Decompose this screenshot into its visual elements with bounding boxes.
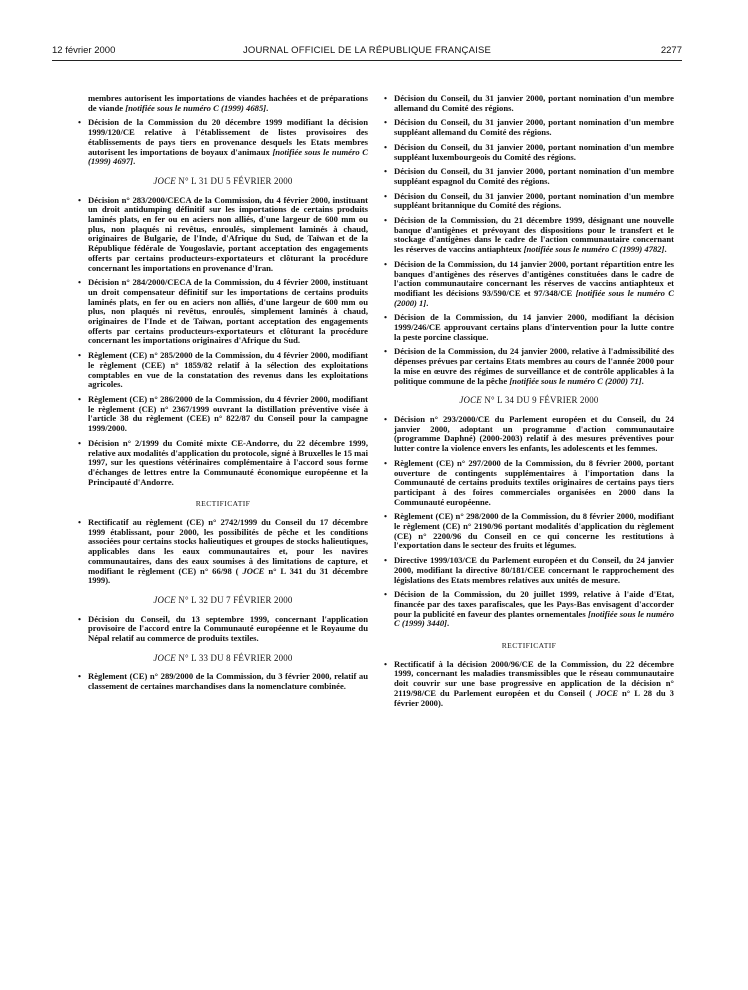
list-item: [384, 94, 674, 113]
bullet-icon: •: [384, 346, 388, 357]
bullet-icon: •: [78, 393, 82, 404]
entry-text: Décision de la Commission, du 20 juillet 1999, relative à l'aide d'Etat, financée par des taxes parafiscales, que les Pays-Bas envisagent d'accorder pour la publicité en faveur des plantes ornementales: [394, 589, 674, 619]
rectificatif-heading: RECTIFICATIF: [195, 499, 251, 509]
issue-date: 12 février 2000: [52, 45, 116, 56]
list-item: [78, 351, 368, 390]
bullet-icon: •: [384, 141, 388, 152]
rectificatif-heading: RECTIFICATIF: [501, 641, 557, 651]
entry-text: Décision de la Commission, du 14 janvier 2000, portant répartition entre les banques d'antigènes des réserves d'antigènes constituées dans le cadre de l'action communautaire concernant les réserves de vaccins antiaphteux et modifiant les décisions 93/590/CE et 97/348/CE: [394, 258, 674, 298]
list-item: [78, 518, 368, 586]
list-item: [78, 672, 368, 691]
entry-tail: .: [266, 102, 269, 113]
section-heading: [78, 596, 368, 606]
entry-text: Décision du Conseil, du 13 septembre 1999, concernant l'application provisoire de l'accord entre la Communauté européenne et le Royaume du Népal relatif au commerce de produits textiles.: [88, 613, 368, 644]
entry-tail: .: [426, 297, 429, 308]
entry-note: JOCE: [242, 565, 265, 576]
entry-text: Décision de la Commission, du 24 janvier 2000, relative à l'admissibilité des dépenses prévues par certains Etats membres au cours de l'année 2000 pour la mise en œuvre des régimes de surveillance et de contrôle applicables à la politique commune de la pêche: [394, 346, 674, 386]
list-item: [78, 94, 368, 113]
entry-tail: .: [447, 618, 450, 629]
entry-text: Décision de la Commission, du 21 décembre 1999, désignant une nouvelle banque d'antigènes et prévoyant des dispositions pour le transfert et le stockage d'antigènes dans le cadre de l'action communautaire concernant les réserves de vaccins antiaphteux: [394, 215, 674, 255]
entry-text: Décision du Conseil, du 31 janvier 2000, portant nomination d'un membre allemand du Comité des régions.: [394, 93, 674, 113]
entry-text: Décision n° 293/2000/CE du Parlement européen et du Conseil, du 24 janvier 2000, adoptant un programme d'action communautaire (programme Daphné) (2000-2003) relatif à des mesures préventives pour lutter contre la violence envers les enfants, les adolescents et les femmes.: [394, 413, 674, 454]
list-item: [78, 196, 368, 274]
entry-text: membres autorisent les importations de viandes hachées et de préparations de viande: [88, 93, 368, 113]
list-item: [384, 192, 674, 211]
section-joce: JOCE: [153, 652, 176, 663]
bullet-icon: •: [384, 117, 388, 128]
entry-note: JOCE: [595, 687, 618, 698]
section-joce: JOCE: [153, 175, 176, 186]
section-issue: N° L 32 DU 7 FÉVRIER 2000: [175, 594, 293, 605]
section-issue: N° L 31 DU 5 FÉVRIER 2000: [175, 175, 293, 186]
bullet-icon: •: [384, 511, 388, 522]
bullet-icon: •: [384, 555, 388, 566]
list-item: [384, 415, 674, 454]
bullet-icon: •: [384, 190, 388, 201]
list-item: [384, 216, 674, 255]
entry-note: [notifiée sous le numéro C (2000) 1]: [394, 287, 674, 308]
entry-text: Décision du Conseil, du 31 janvier 2000, portant nomination d'un membre suppléant britannique du Comité des régions.: [394, 190, 674, 211]
bullet-icon: •: [384, 258, 388, 269]
section-heading: [78, 177, 368, 187]
entry-text: Décision du Conseil, du 31 janvier 2000, portant nomination d'un membre suppléant allemand du Comité des régions.: [394, 117, 674, 138]
header-rule: [52, 60, 682, 61]
entry-note: [notifiée sous le numéro C (2000) 71]: [509, 375, 642, 386]
bullet-icon: •: [384, 93, 388, 103]
left-column: [78, 94, 368, 697]
entry-text: Règlement (CE) n° 298/2000 de la Commission, du 8 février 2000, modifiant le règlement (CE) n° 2190/96 portant modalités d'application du règlement (CE) n° 2200/96 du Conseil en ce qui concerne les restitutions à l'exportation dans le secteur des fruits et légumes.: [394, 511, 674, 551]
bullet-icon: •: [384, 166, 388, 177]
bullet-icon: •: [78, 277, 82, 288]
list-item: [78, 278, 368, 346]
entry-text: Décision n° 2/1999 du Comité mixte CE-Andorre, du 22 décembre 1999, relative aux modalités d'application du protocole, signé à Bruxelles le 15 mai 1997, sur les questions vétérinaires complémentaire à l'accord sous forme d'échanges de lettres entre la Communauté économique européenne et la Principauté d'Andorre.: [88, 437, 368, 487]
section-issue: N° L 33 DU 8 FÉVRIER 2000: [175, 652, 293, 663]
section-joce: JOCE: [459, 395, 482, 406]
bullet-icon: •: [384, 589, 388, 600]
bullet-icon: •: [78, 350, 82, 361]
entry-text: Rectificatif à la décision 2000/96/CE de la Commission, du 22 décembre 1999, concernant les maladies transmissibles que le réseau communautaire doit couvrir sur une base progressive en application de la décision n° 2119/98/CE du Parlement européen et du Conseil (: [394, 658, 674, 698]
bullet-icon: •: [78, 117, 82, 128]
page-number: 2277: [660, 45, 682, 56]
bullet-icon: •: [78, 613, 82, 624]
list-item: [384, 347, 674, 386]
section-joce: JOCE: [153, 594, 176, 605]
list-item: [78, 439, 368, 488]
right-column: [384, 94, 674, 713]
list-item: [384, 459, 674, 508]
list-item: [78, 615, 368, 644]
entry-text: Directive 1999/103/CE du Parlement européen et du Conseil, du 24 janvier 2000, modifiant la directive 80/181/CEE concernant le rapprochement des législations des Etats membres relatives aux unités de mesure.: [394, 555, 674, 585]
entry-tail: .: [664, 244, 667, 255]
entry-text: Décision du Conseil, du 31 janvier 2000, portant nomination d'un membre suppléant espagnol du Comité des régions.: [394, 166, 674, 186]
entry-tail: n° L 28 du 3 février 2000).: [394, 687, 674, 708]
entry-text: Décision de la Commission, du 14 janvier 2000, modifiant la décision 1999/246/CE approuvant certains plans d'intervention pour la lutte contre la peste porcine classique.: [394, 312, 674, 342]
entry-tail: n° L 341 du 31 décembre 1999).: [88, 565, 368, 586]
bullet-icon: •: [384, 413, 388, 424]
entry-text: Décision n° 284/2000/CECA de la Commission, du 4 février 2000, instituant un droit compensateur définitif sur les importations de certains produits laminés plats, en fer ou en aciers non alliés, d'une largeur de 600 mm ou plus, non plaqués ni revêtus, enroulés, simplement laminés à chaud, originaires de l'Inde et de Taïwan, portant acceptation des engagements offerts par certains producteurs-exportateurs et clôturant la procédure concernant les importations originaires d'Afrique du Sud.: [88, 277, 368, 346]
list-item: [78, 118, 368, 167]
entry-text: Règlement (CE) n° 289/2000 de la Commission, du 3 février 2000, relatif au classement de certaines marchandises dans la nomenclature combinée.: [88, 671, 368, 692]
entry-tail: .: [133, 156, 136, 167]
bullet-icon: •: [384, 658, 388, 669]
entry-text: Règlement (CE) n° 285/2000 de la Commission, du 4 février 2000, modifiant le règlement (CEE) n° 1859/82 relatif à la sélection des exploitations comptables en vue de la constatation des revenus dans les exploitations agricoles.: [88, 350, 368, 390]
entry-text: Règlement (CE) n° 286/2000 de la Commission, du 4 février 2000, modifiant le règlement (CE) n° 2367/1999 ouvrant la distillation préventive visée à l'article 38 du règlement (CEE) n° 822/87 du Conseil pour la campagne 1999/2000.: [88, 393, 368, 434]
bullet-icon: •: [78, 517, 82, 528]
list-item: [384, 260, 674, 309]
section-heading: [78, 654, 368, 664]
bullet-icon: •: [384, 312, 388, 323]
list-item: [384, 313, 674, 342]
list-item: [384, 143, 674, 162]
list-item: [384, 118, 674, 137]
entry-text: Règlement (CE) n° 297/2000 de la Commission, du 8 février 2000, portant ouverture de contingents supplémentaires à l'importation dans la Communauté de certains produits textiles originaires de certains pays tiers participant à des foires commerciales organisées en 2000 dans la Communauté européenne.: [394, 457, 674, 507]
list-item: [384, 660, 674, 709]
entry-text: Rectificatif au règlement (CE) n° 2742/1999 du Conseil du 17 décembre 1999 établissant, pour 2000, les possibilités de pêche et les conditions associées pour certains stocks halieutiques et groupes de stocks halieutiques, applicables dans les eaux communautaires et, pour les navires communautaires, dans des eaux soumises à des limitations de capture, et modifiant le règlement (CE) n° 66/98 (: [88, 517, 368, 576]
list-item: [384, 556, 674, 585]
entry-tail: .: [641, 375, 644, 386]
bullet-icon: •: [384, 215, 388, 226]
list-item: [78, 395, 368, 434]
entry-text: Décision du Conseil, du 31 janvier 2000, portant nomination d'un membre suppléant luxembourgeois du Comité des régions.: [394, 141, 674, 162]
entry-text: Décision de la Commission du 20 décembre 1999 modifiant la décision 1999/120/CE relative à l'établissement de listes provisoires des établissements de pays tiers en provenance desquels les Etats membres autorisent les importations de boyaux d'animaux: [88, 117, 368, 157]
list-item: [384, 512, 674, 551]
journal-title: JOURNAL OFFICIEL DE LA RÉPUBLIQUE FRANÇAISE: [242, 45, 492, 56]
entry-text: Décision n° 283/2000/CECA de la Commission, du 4 février 2000, instituant un droit antidumping définitif sur les importations de certains produits laminés plats, en fer ou en aciers non alliés, d'une largeur de 600 mm ou plus, non plaqués ni revêtus, enroulés, simplement laminés à chaud, originaires de Bulgarie, de l'Inde, d'Afrique du Sud, de Taïwan et de la République fédérale de Yougoslavie, portant acceptation des engagements offerts par certains producteurs-exportateurs et clôturant la procédure concernant les importations en provenance d'Iran.: [88, 194, 368, 273]
bullet-icon: •: [78, 437, 82, 448]
bullet-icon: •: [384, 457, 388, 468]
list-item: [384, 590, 674, 629]
entry-note: [notifiée sous le numéro C (1999) 3440]: [394, 608, 674, 629]
entry-note: [notifiée sous le numéro C (1999) 4782]: [523, 244, 665, 255]
bullet-icon: •: [78, 671, 82, 682]
entry-note: [notifiée sous le numéro C (1999) 4685]: [125, 102, 267, 113]
bullet-icon: •: [78, 194, 82, 205]
section-issue: N° L 34 DU 9 FÉVRIER 2000: [481, 395, 599, 406]
section-heading: [384, 396, 674, 406]
page-header: [52, 45, 682, 59]
list-item: [384, 167, 674, 186]
entry-note: [notifiée sous le numéro C (1999) 4697]: [88, 146, 369, 167]
